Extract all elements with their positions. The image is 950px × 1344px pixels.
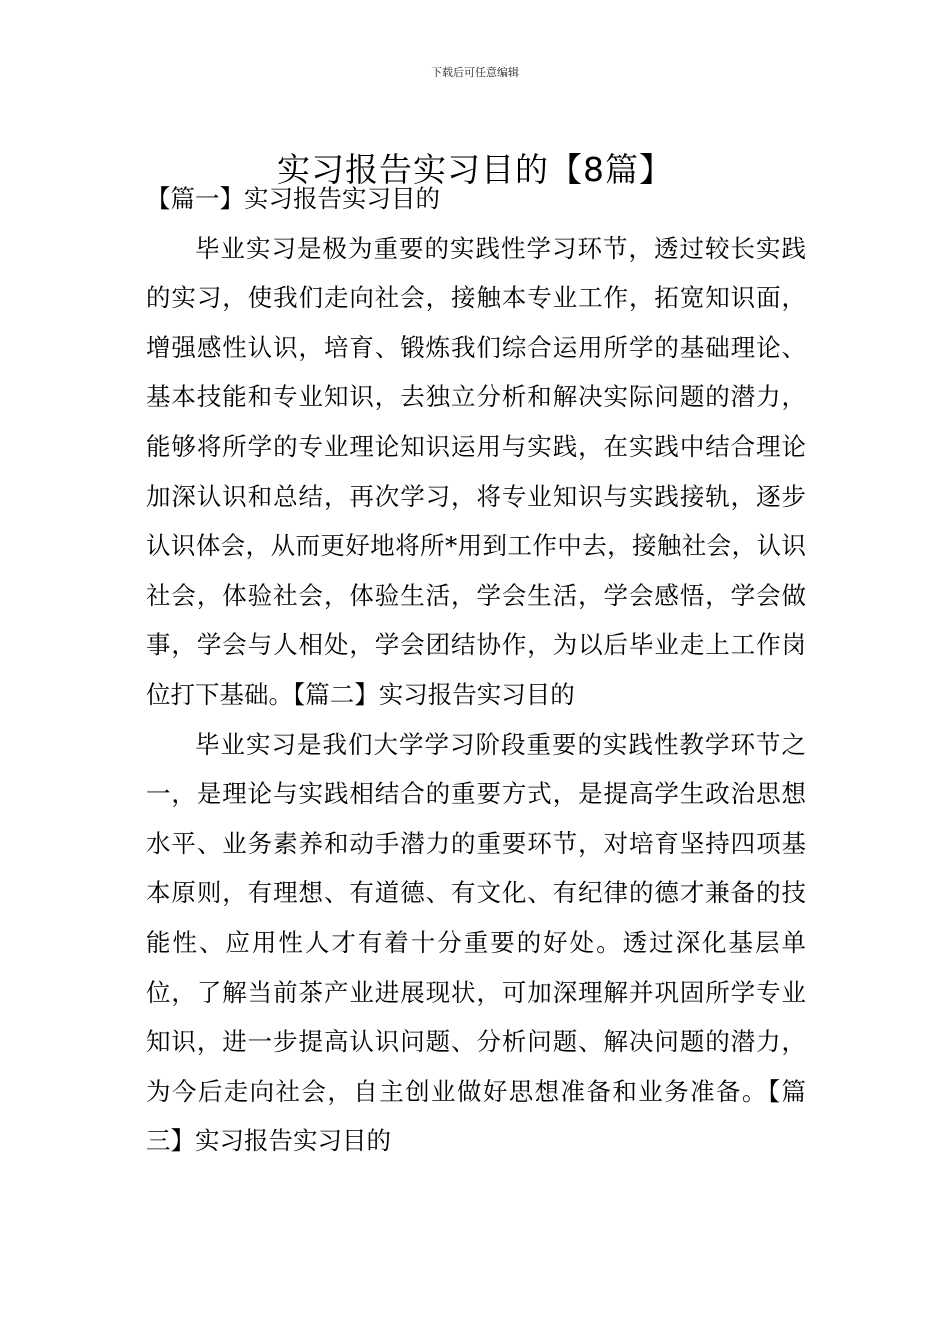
header-note: 下载后可任意编辑 <box>431 66 519 79</box>
document-body <box>146 174 806 1166</box>
paragraph-1: 毕业实习是极为重要的实践性学习环节，透过较长实践的实习，使我们走向社会，接触本专业工作，拓宽知识面，增强感性认识，培育、锻炼我们综合运用所学的基础理论、基本技能和专业知识，去独立分析和解决实际问题的潜力，能够将所学的专业理论知识运用与实践，在实践中结合理论加深认识和总结，再次学习，将专业知识与实践接轨，逐步认识体会，从而更好地将所*用到工作中去，接触社会，认识社会，体验社会，体验生活，学会生活，学会感悟，学会做事，学会与人相处，学会团结协作，为以后毕业走上工作岗位打下基础。【篇二】实习报告实习目的 <box>146 233 806 709</box>
document-title: 实习报告实习目的【8篇】 <box>277 150 673 190</box>
section-heading-1: 【篇一】实习报告实习目的 <box>146 184 440 213</box>
paragraph-2: 毕业实习是我们大学学习阶段重要的实践性教学环节之一，是理论与实践相结合的重要方式，是提高学生政治思想水平、业务素养和动手潜力的重要环节，对培育坚持四项基本原则，有理想、有道德、有文化、有纪律的德才兼备的技能性、应用性人才有着十分重要的好处。透过深化基层单位，了解当前茶产业进展现状，可加深理解并巩固所学专业知识，进一步提高认识问题、分析问题、解决问题的潜力，为今后走向社会，自主创业做好思想准备和业务准备。【篇三】实习报告实习目的 <box>146 729 806 1156</box>
